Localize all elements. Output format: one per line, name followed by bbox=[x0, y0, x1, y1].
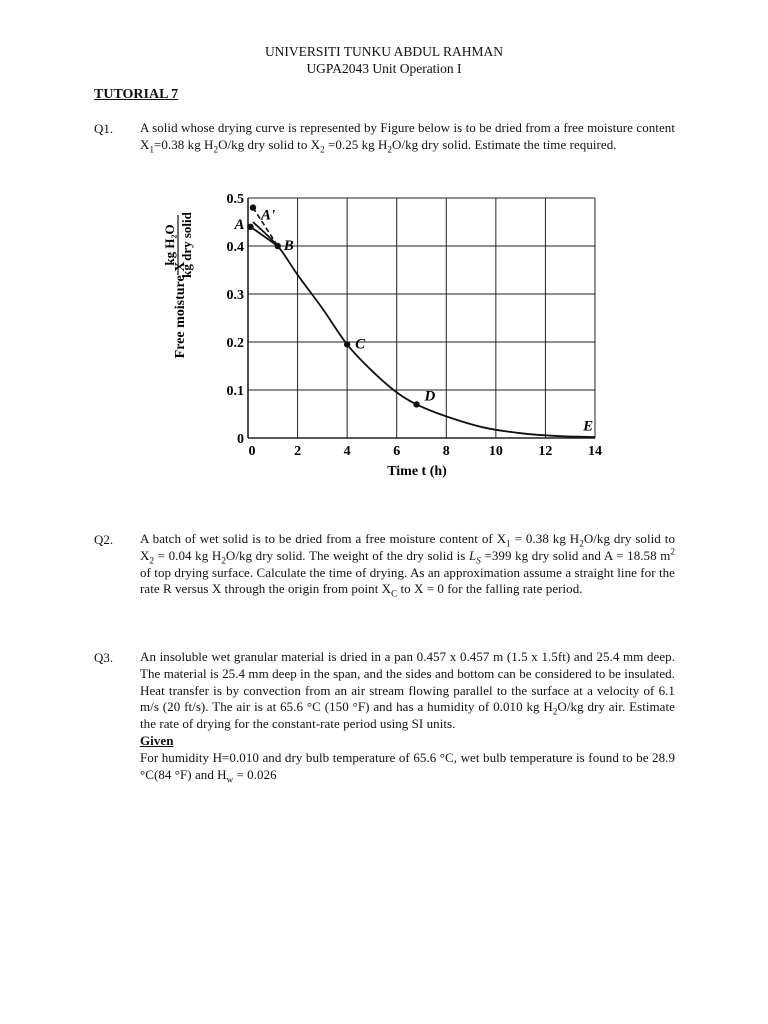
point-e-label: E bbox=[583, 418, 594, 435]
point-d-marker bbox=[413, 401, 419, 407]
x-tick-label-14: 14 bbox=[588, 444, 602, 459]
x-axis-label: Time t (h) bbox=[387, 464, 447, 479]
x-tick-label-0: 0 bbox=[248, 444, 256, 459]
point-d-label: D bbox=[424, 388, 436, 405]
tutorial-title: TUTORIAL 7 bbox=[94, 87, 179, 102]
segment-a-b bbox=[250, 227, 277, 246]
x-tick-label-6: 6 bbox=[393, 444, 401, 459]
point-b-marker bbox=[275, 243, 281, 249]
point-c-label: C bbox=[355, 336, 366, 353]
y-tick-label-0.5: 0.5 bbox=[226, 192, 244, 207]
point-a-prime-label: A' bbox=[260, 207, 276, 224]
point-a-prime-marker bbox=[250, 204, 256, 210]
given-heading: Given bbox=[140, 732, 174, 748]
drying-curve-line bbox=[253, 222, 595, 437]
point-c-marker bbox=[344, 341, 350, 347]
y-tick-label-0.4: 0.4 bbox=[226, 240, 244, 255]
drying-curve-chart bbox=[160, 180, 620, 490]
y-tick-label-0.3: 0.3 bbox=[226, 288, 244, 303]
course-code: UGPA2043 Unit Operation I bbox=[306, 61, 462, 76]
y-axis-unit-num: kg H₂O bbox=[162, 224, 177, 266]
x-tick-label-10: 10 bbox=[488, 444, 503, 459]
x-tick-label-2: 2 bbox=[294, 444, 302, 459]
x-tick-label-12: 12 bbox=[538, 444, 553, 459]
y-tick-label-0: 0 bbox=[237, 432, 244, 447]
q1-text: A solid whose drying curve is represented by Figure below is to be dried from a free moisture content $X_1=0.38$ kg $H_2O/kg$ dry solid to $X_2 =0.25$ kg $H_2O/kg$ dry solid. Estimate the time required. bbox=[140, 120, 675, 155]
university-name: UNIVERSITI TUNKU ABDUL RAHMAN bbox=[264, 44, 504, 59]
y-tick-label-0.1: 0.1 bbox=[226, 384, 244, 399]
q2-text: A batch of wet solid is to be dried from a free moisture content of $X_1 = 0.38$ kg $H_2O/kg$ dry solid to $X_2 = 0.04$ kg $H_2O/kg$ dry solid. The weight of the dry solid is $L_S =399$ kg dry solid and A = 18.58 $m^2$ of top drying surface. Calculate the time of drying. As an approximation assume a straight line for the rate R versus X through the origin from point $X_C$ to X = 0 for the falling rate period. bbox=[140, 531, 675, 599]
chart-points bbox=[233, 204, 593, 434]
q3-text: An insoluble wet granular material is dried in a pan 0.457 x 0.457 m (1.5 x 1.5ft) and 25.4 mm deep. The material is 25.4 mm deep in the span, and the sides and bottom can be considered to be insulated. Heat transfer is by convection from an air stream flowing parallel to the surface at a velocity of 6.1 m/s (20 ft/s). The air is at 65.6 °C (150 °F) and has a humidity of 0.010 kg $H_2O/kg$ dry air. Estimate the rate of drying for the constant-rate period using SI units. Given For humidity H=0.010 and dry bulb temperature of 65.6 °C, wet bulb temperature is found to be 28.9 °C(84 °F) and $H_w = 0.026$ bbox=[140, 649, 675, 785]
point-a-label: A bbox=[234, 216, 245, 233]
x-tick-label-8: 8 bbox=[442, 444, 450, 459]
chart-curves bbox=[250, 208, 595, 437]
q1-number: Q1. bbox=[94, 121, 114, 136]
point-b-label: B bbox=[283, 238, 294, 254]
chart-grid bbox=[248, 198, 595, 438]
y-tick-label-0.2: 0.2 bbox=[226, 336, 244, 351]
q2-number: Q2. bbox=[94, 532, 114, 547]
x-tick-label-4: 4 bbox=[343, 444, 351, 459]
y-axis-unit-group bbox=[162, 211, 194, 278]
q3-number: Q3. bbox=[94, 650, 114, 665]
y-axis-unit-den: kg dry solid bbox=[179, 212, 194, 278]
point-a-marker bbox=[247, 224, 253, 230]
y-axis-label: Free moisture X bbox=[173, 261, 188, 359]
